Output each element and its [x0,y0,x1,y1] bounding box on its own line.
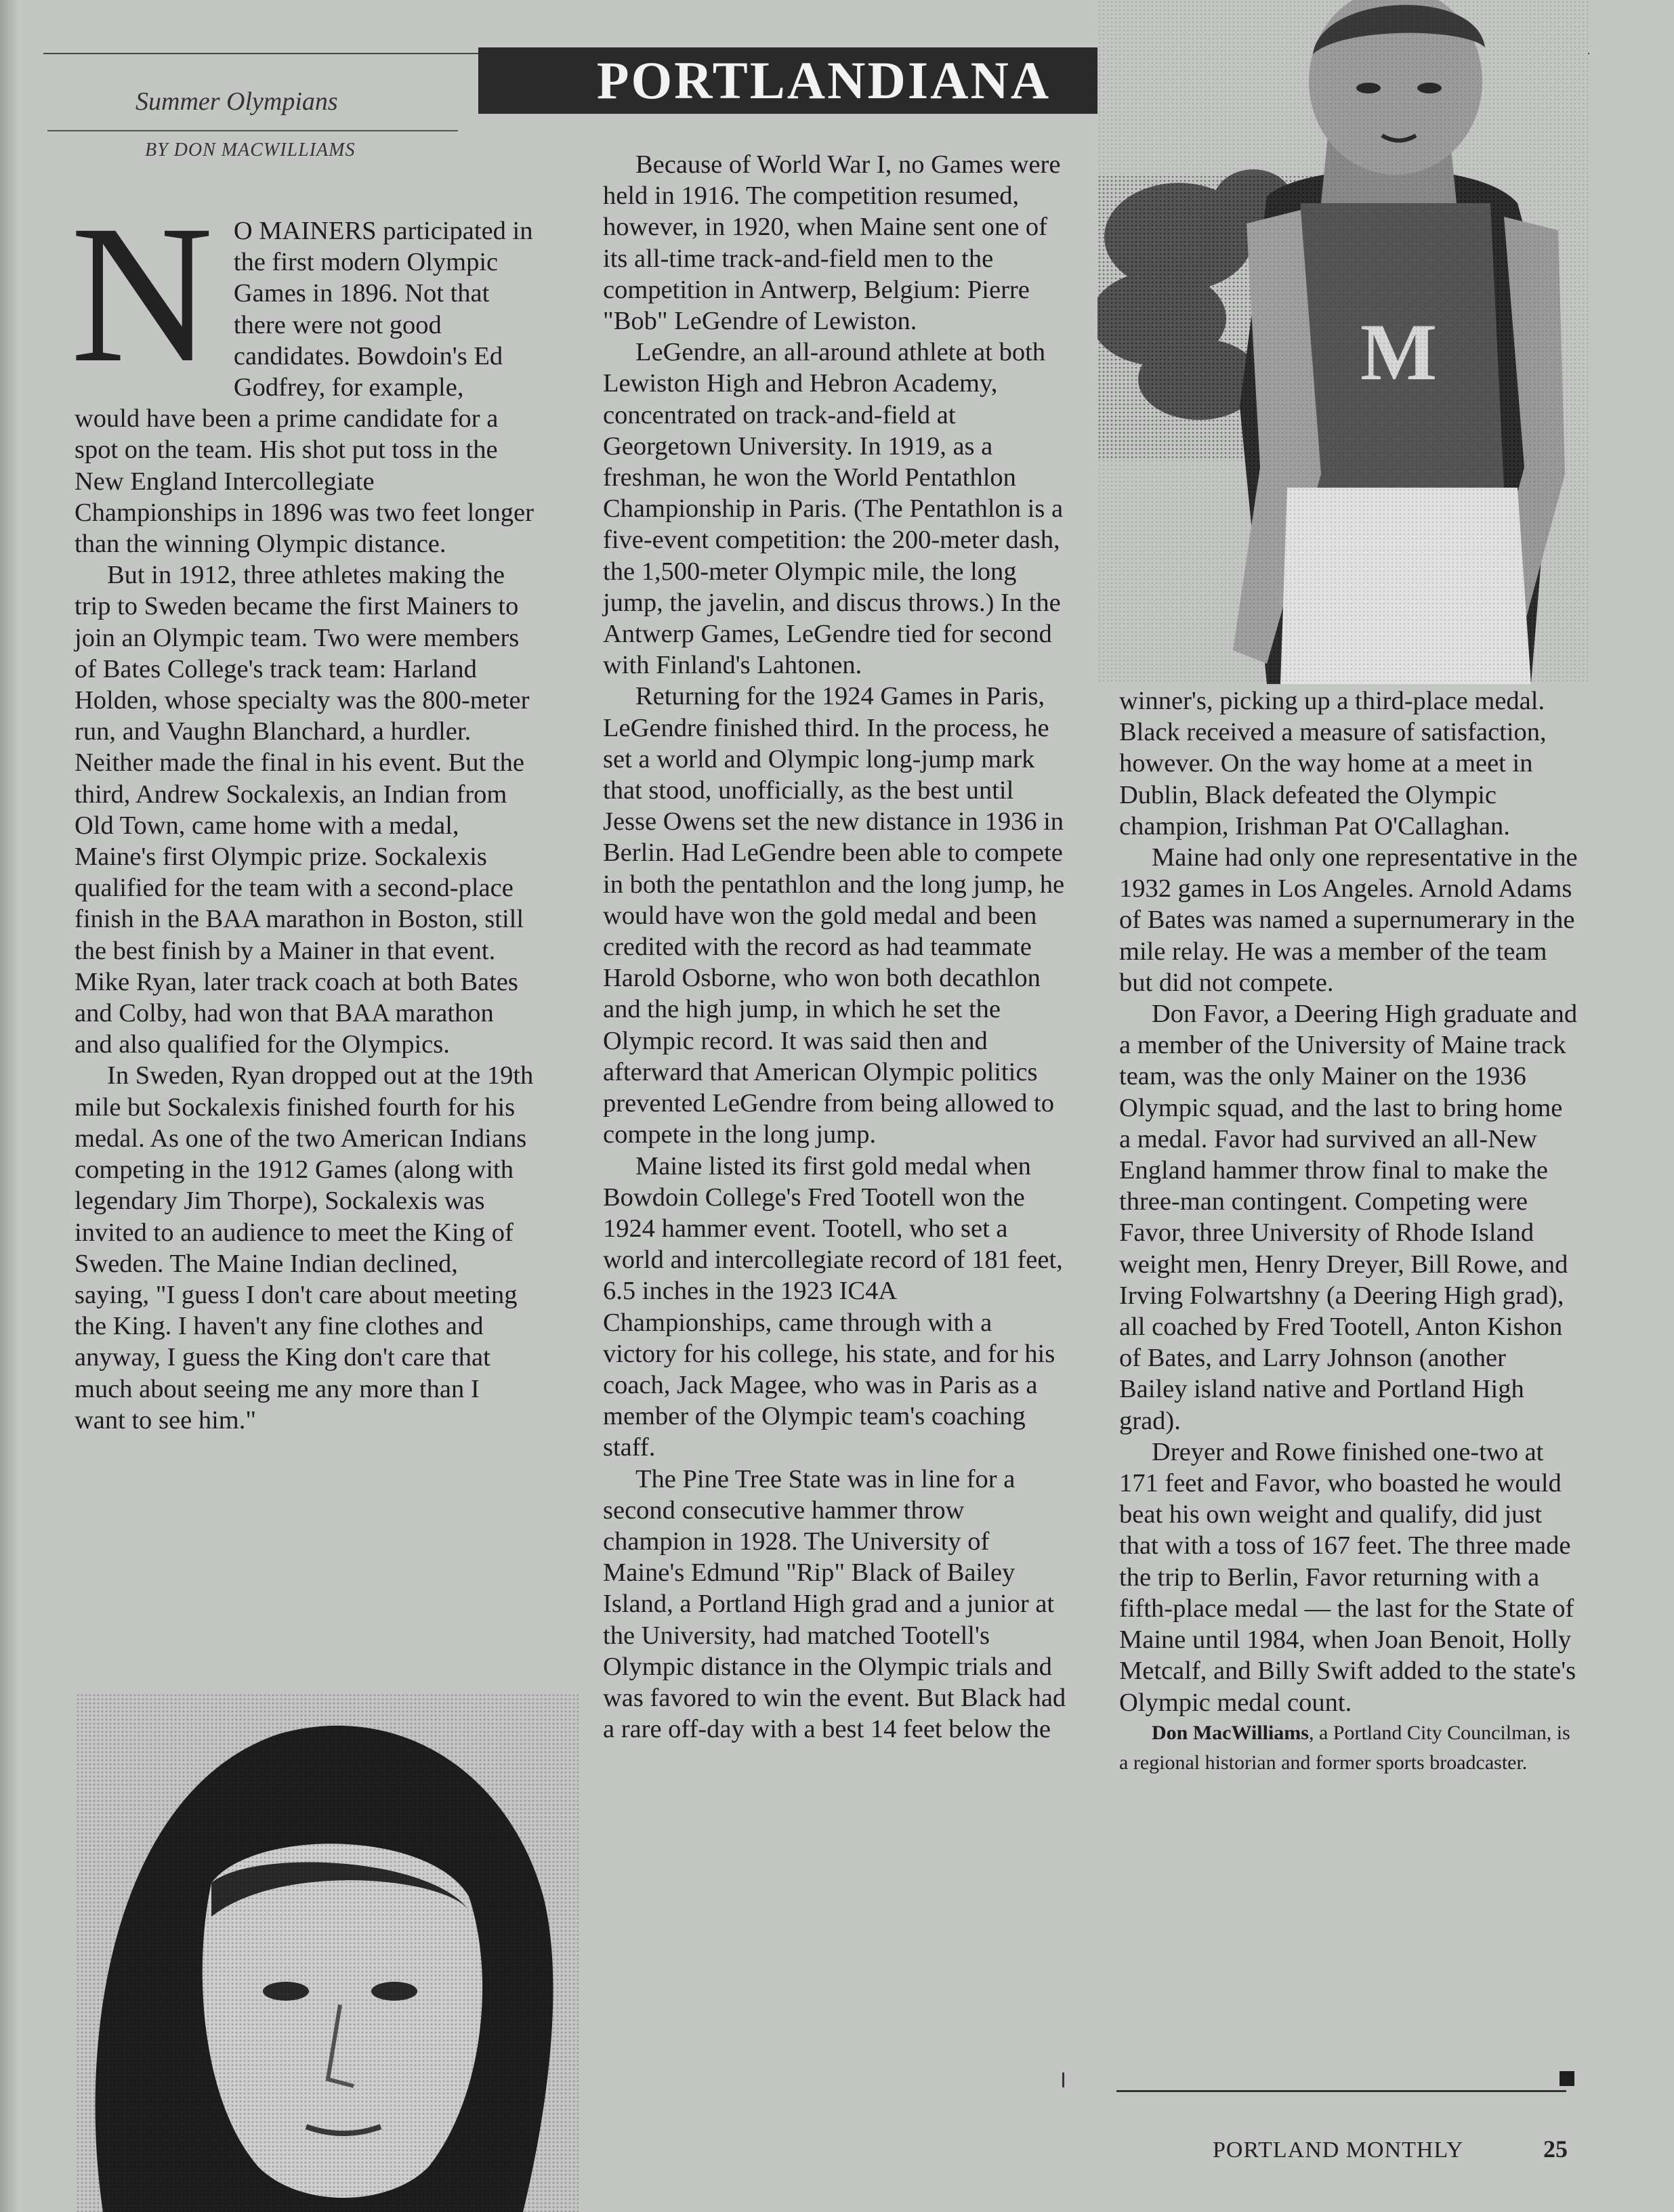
article-paragraph: In Sweden, Ryan dropped out at the 19th mile but Sockalexis finished fourth for his medal. As one of the two American Indians competing in the 1912 Games (along with legendary Jim Thorpe), Sockalexis was invited to an audience to meet the King of Sweden. The Maine Indian declined, saying, "I guess I don't care about meeting the King. I haven't any fine clothes and anyway, I guess the King don't care that much about seeing me any more than I want to see him." [75,1061,534,1434]
article-paragraph: O MAINERS participated in the first modern Olympic Games in 1896. Not that there were not good candidates. Bowdoin's Ed Godfrey, for example, would have been a prime candidate for a spot on the team. His shot put toss in the New England Intercollegiate Championships in 1896 was two feet longer than the winning Olympic distance. [75,217,534,559]
article-paragraph: Dreyer and Rowe finished one-two at 171 feet and Favor, who boasted he would beat his own weight and qualify, did just that with a toss of 167 feet. The three made the trip to Berlin, Favor returning with a fifth-place medal — the last for the State of Maine until 1984, when Joan Benoit, Holly Metcalf, and Billy Swift added to the state's Olympic medal count. [1119,1437,1576,1717]
top-rule-left [43,53,478,54]
athlete-photo [1097,0,1588,684]
article-byline: BY DON MACWILLIAMS [145,140,356,161]
article-paragraph: Because of World War I, no Games were held in 1916. The competition resumed, however, in 1920, when Maine sent one of its all-time track-and-field men to the competition in Antwerp, Belgium: Pierre "Bob" LeGendre of Lewiston. [603,150,1061,336]
kicker-rule [47,130,458,131]
article-column-3 [1119,685,1580,1778]
page-edge-shadow [0,0,19,2212]
article-paragraph: LeGendre, an all-around athlete at both Lewiston High and Hebron Academy, concentrated on track-and-field at Georgetown University. In 1919, as a freshman, he won the World Pentathlon Championship in Paris. (The Pentathlon is a five-event competition: the 200-meter dash, the 1,500-meter Olympic mile, the long jump, the javelin, and discus throws.) In the Antwerp Games, LeGendre tied for second with Finland's Lahtonen. [603,338,1064,680]
publication-name: PORTLAND MONTHLY [1213,2137,1464,2163]
dropcap: N [70,185,213,404]
article-paragraph: Maine listed its first gold medal when Bowdoin College's Fred Tootell won the 1924 hammer event. Tootell, who set a world and intercollegiate record of 181 feet, 6.5 inches in the 1923 IC4A Championships, came through with a victory for his college, his state, and for his coach, Jack Magee, who was in Paris as a member of the Olympic team's coaching staff. [603,1151,1063,1462]
article-paragraph: winner's, picking up a third-place medal. Black received a measure of satisfaction, however. On the way home at a meet in Dublin, Black defeated the Olympic champion, Irishman Pat O'Callaghan. [1119,687,1547,841]
section-banner: PORTLANDIANA [478,47,1169,114]
author-bio [1119,1718,1580,1778]
article-paragraph: Returning for the 1924 Games in Paris, LeGendre finished third. In the process, he set a world and Olympic long-jump mark that stood, unofficially, as the best until Jesse Owens set the new distance in 1936 in Berlin. Had LeGendre been able to compete in both the pentathlon and the long jump, he would have won the gold medal and been credited with the record as had teammate Harold Osborne, who won both decathlon and the high jump, in which he set the Olympic record. It was said then and afterward that American Olympic politics prevented LeGendre from being allowed to compete in the long jump. [603,682,1065,1149]
end-of-article-mark [1560,2071,1574,2086]
jersey-letter: M [1360,307,1438,397]
article-paragraph: But in 1912, three athletes making the trip to Sweden became the first Mainers to join an Olympic team. Two were members of Bates College's track team: Harland Holden, whose specialty was the 800-meter run, and Vaughn Blanchard, a hurdler. Neither made the final in his event. But the third, Andrew Sockalexis, an Indian from Old Town, came home with a medal, Maine's first Olympic prize. Sockalexis qualified for the team with a second-place finish in the BAA marathon in Boston, still the best finish by a Mainer in that event. Mike Ryan, later track coach at both Bates and Colby, had won that BAA marathon and also qualified for the Olympics. [75,561,530,1059]
author-bio-text: , a Portland City Councilman, is a regional historian and former sports broadcaster. [1119,1721,1570,1774]
article-paragraph: Maine had only one representative in the 1932 games in Los Angeles. Arnold Adams of Bates was named a supernumerary in the mile relay. He was a member of the team but did not compete. [1119,843,1578,997]
portrait-photo [76,1693,579,2212]
article-paragraph: The Pine Tree State was in line for a second consecutive hammer throw champion in 1928. The University of Maine's Edmund "Rip" Black of Bailey Island, a Portland High grad and a junior at the University, had matched Tootell's Olympic distance in the Olympic trials and was favored to win the event. But Black had a rare off-day with a best 14 feet below the [603,1464,1066,1744]
article-column-1 [70,185,535,1436]
article-paragraph: Don Favor, a Deering High graduate and a member of the University of Maine track team, was the only Mainer on the 1936 Olympic squad, and the last to bring home a medal. Favor had survived an all-New England hammer throw final to make the three-man contingent. Competing were Favor, three University of Rhode Island weight men, Henry Dreyer, Bill Rowe, and Irving Folwartshny (a Deering High grad), all coached by Fred Tootell, Anton Kishon of Bates, and Larry Johnson (another Bailey island native and Portland High grad). [1119,1000,1578,1435]
author-bio-name: Don MacWilliams [1152,1721,1309,1744]
article-column-2 [603,149,1070,1745]
stray-mark [1062,2072,1064,2087]
end-rule [1116,2090,1566,2092]
page-number: 25 [1543,2135,1568,2163]
article-kicker: Summer Olympians [135,87,338,116]
